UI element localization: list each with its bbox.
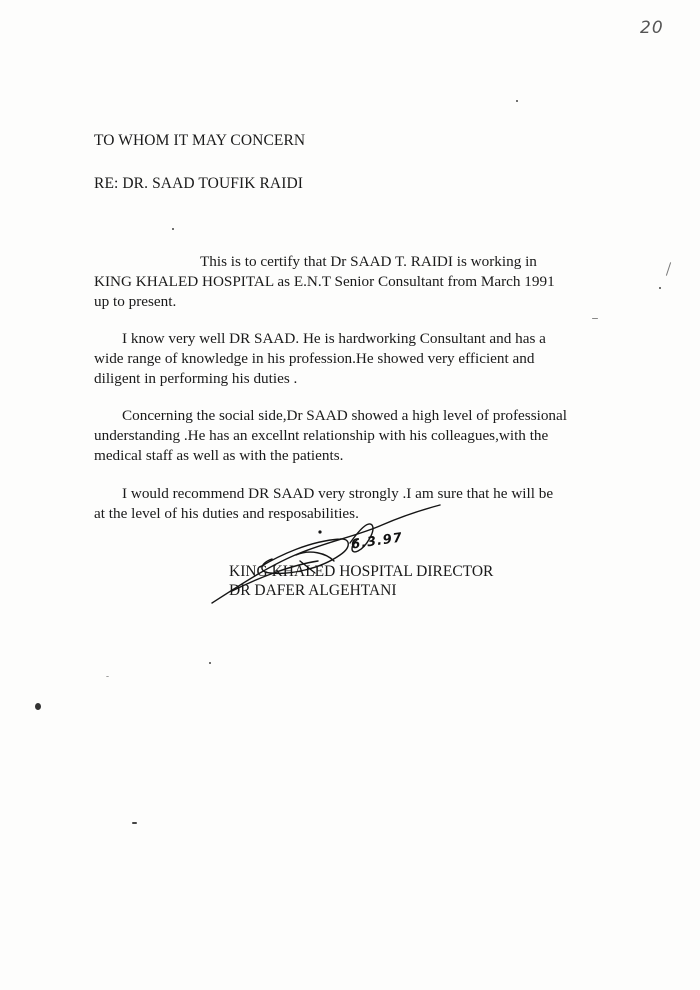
ink-speck (172, 228, 174, 230)
ink-speck (35, 703, 41, 710)
paragraph-certification (94, 252, 614, 312)
paragraph-line: This is to certify that Dr SAAD T. RAIDI is working in (200, 253, 537, 270)
ink-speck (132, 822, 137, 824)
ink-speck (592, 318, 598, 319)
ink-speck (209, 662, 211, 664)
paragraph-line: understanding .He has an excellnt relationship with his colleagues,with the (94, 427, 549, 444)
signatory-name: DR DAFER ALGEHTANI (229, 582, 397, 599)
letter-subject: RE: DR. SAAD TOUFIK RAIDI (94, 175, 304, 192)
paragraph-line: at the level of his duties and resposabilities. (94, 505, 359, 522)
paragraph-line: up to present. (94, 293, 177, 310)
paragraph-line: KING KHALED HOSPITAL as E.N.T Senior Consultant from March 1991 (94, 273, 555, 290)
signature-date: 6.3.97 (350, 530, 404, 553)
letter-salutation: TO WHOM IT MAY CONCERN (94, 132, 306, 149)
paragraph-line: I would recommend DR SAAD very strongly .I am sure that he will be (122, 485, 554, 502)
ink-speck (106, 676, 109, 677)
paragraph-line: wide range of knowledge in his profession.He showed very efficient and (94, 350, 535, 367)
paragraph-knowledge (94, 329, 614, 389)
paragraph-line: diligent in performing his duties . (94, 370, 298, 387)
paragraph-line: medical staff as well as with the patients. (94, 447, 344, 464)
signatory-title: KING KHALED HOSPITAL DIRECTOR (229, 563, 494, 580)
paragraph-line: I know very well DR SAAD. He is hardworking Consultant and has a (122, 330, 546, 347)
margin-mark (666, 262, 671, 276)
paragraph-recommendation (94, 484, 614, 524)
paragraph-line: Concerning the social side,Dr SAAD showed a high level of professional (122, 407, 567, 424)
paragraph-social (94, 406, 614, 466)
page-number: 20 (640, 18, 664, 38)
ink-speck (516, 100, 518, 102)
ink-speck (659, 287, 661, 289)
